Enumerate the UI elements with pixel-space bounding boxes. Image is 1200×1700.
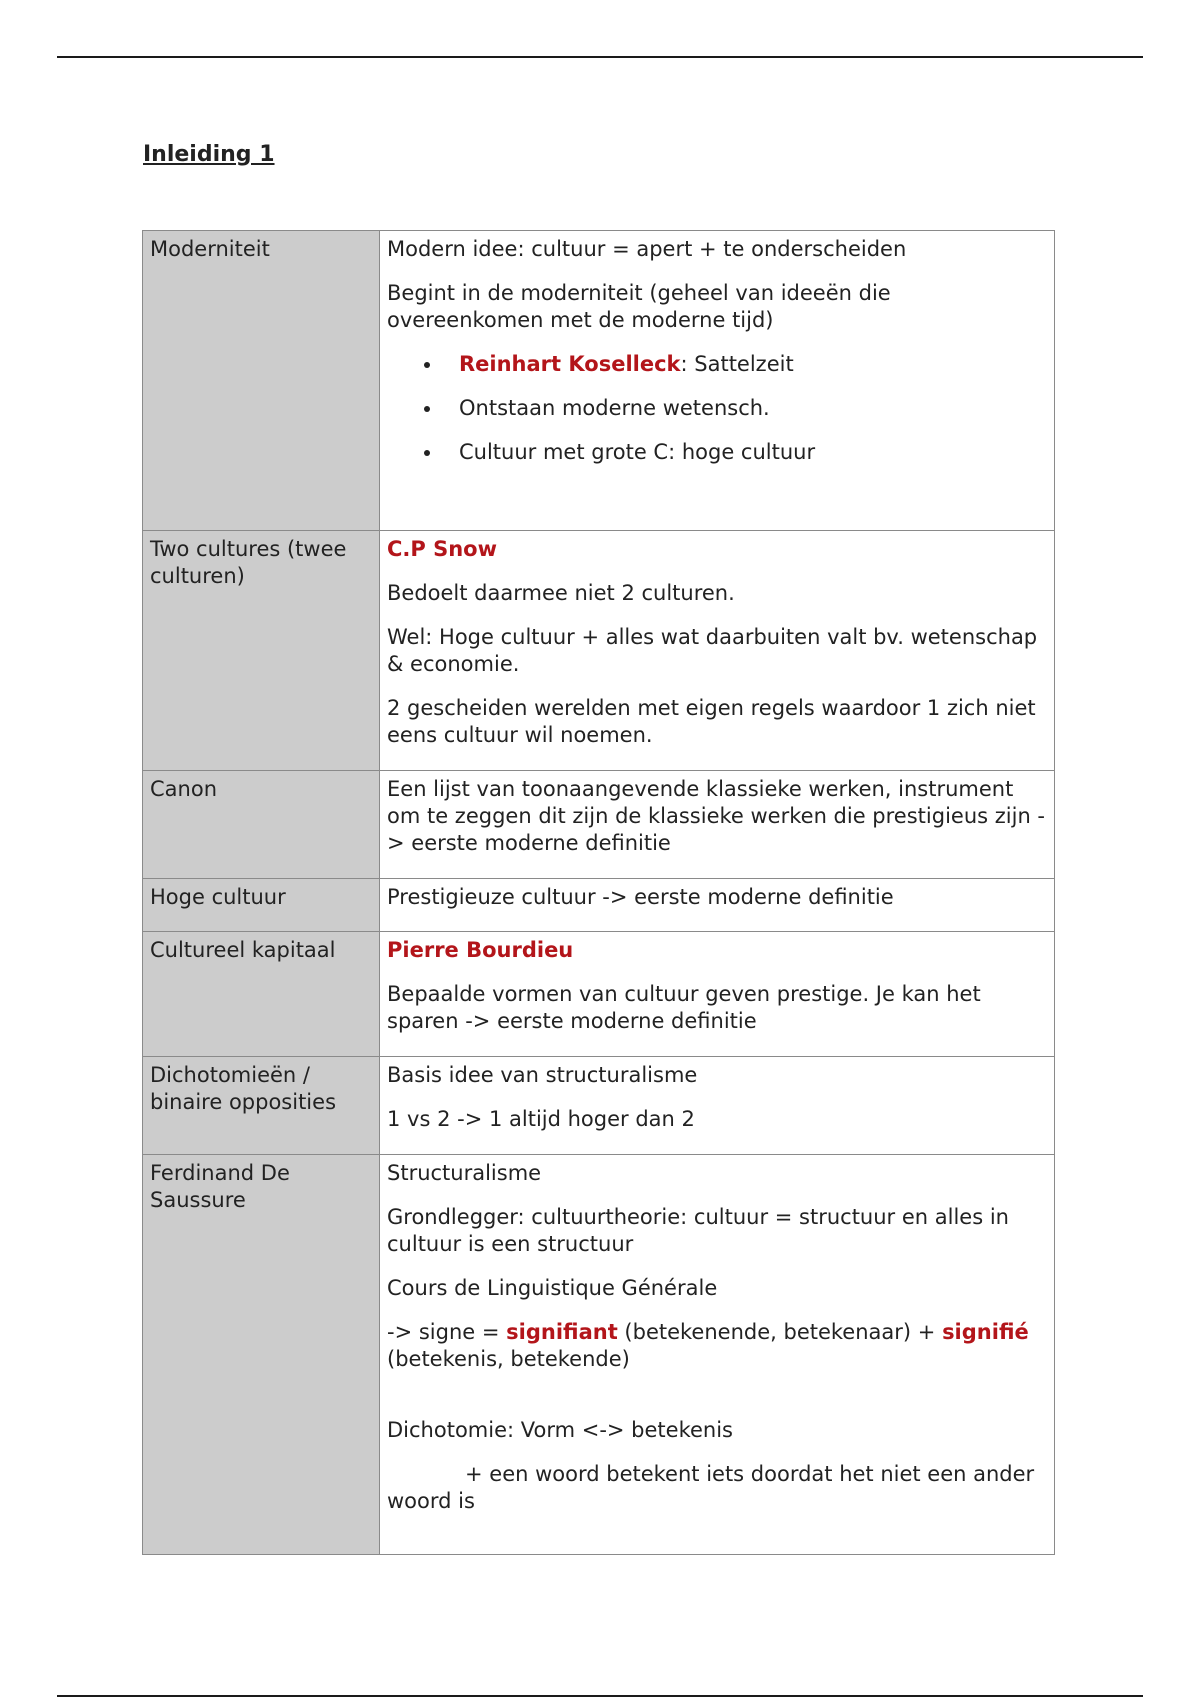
- definition-text: Prestigieuze cultuur -> eerste moderne definitie: [387, 885, 894, 909]
- term-cell: Hoge cultuur: [143, 879, 380, 932]
- list-item-text: : Sattelzeit: [680, 352, 794, 376]
- definition-text: Begint in de moderniteit (geheel van ideeën die overeenkomen met de moderne tijd): [387, 281, 891, 332]
- person-name: Pierre Bourdieu: [387, 938, 574, 962]
- definition-cell: [380, 231, 1055, 531]
- person-name: Reinhart Koselleck: [459, 352, 681, 376]
- definition-text: Cours de Linguistique Générale: [387, 1276, 718, 1300]
- table-row: [143, 1155, 1055, 1555]
- indented-text: + een woord betekent iets doordat het niet een ander woord is: [387, 1462, 1035, 1513]
- signifiant-term: signifiant: [506, 1320, 618, 1344]
- signe-prefix: -> signe =: [387, 1320, 507, 1344]
- definition-text: Wel: Hoge cultuur + alles wat daarbuiten valt bv. wetenschap & economie.: [387, 625, 1038, 676]
- list-item: [459, 395, 1048, 422]
- notes-table: [142, 230, 1055, 1555]
- definition-text: [387, 1461, 1048, 1515]
- definition-text: Bepaalde vormen van cultuur geven prestige. Je kan het sparen -> eerste moderne definitie: [387, 982, 981, 1033]
- definition-text: 1 vs 2 -> 1 altijd hoger dan 2: [387, 1107, 695, 1131]
- definition-text: 2 gescheiden werelden met eigen regels waardoor 1 zich niet eens cultuur wil noemen.: [387, 696, 1036, 747]
- term-cell: Two cultures (twee culturen): [143, 531, 380, 771]
- list-item-text: Cultuur met grote C: hoge cultuur: [459, 440, 816, 464]
- list-item: [459, 351, 1048, 378]
- definition-text: Basis idee van structuralisme: [387, 1063, 698, 1087]
- signe-suffix: (betekenis, betekende): [387, 1347, 630, 1371]
- definition-cell: [380, 1155, 1055, 1555]
- page-heading: Inleiding 1: [143, 142, 275, 167]
- table-row: [143, 231, 1055, 531]
- bullet-list: [387, 351, 1048, 466]
- definition-cell: [380, 932, 1055, 1057]
- table-row: [143, 531, 1055, 771]
- term-cell: Cultureel kapitaal: [143, 932, 380, 1057]
- definition-cell: [380, 1057, 1055, 1155]
- definition-text: Modern idee: cultuur = apert + te onderscheiden: [387, 237, 907, 261]
- definition-text: Een lijst van toonaangevende klassieke werken, instrument om te zeggen dit zijn de klassieke werken die prestigieus zijn -> eerste moderne definitie: [387, 777, 1046, 855]
- definition-cell: [380, 531, 1055, 771]
- term-cell: Ferdinand De Saussure: [143, 1155, 380, 1555]
- term-cell: Dichotomieën / binaire opposities: [143, 1057, 380, 1155]
- person-name: C.P Snow: [387, 537, 497, 561]
- table-row: [143, 771, 1055, 879]
- list-item: [459, 439, 1048, 466]
- table-row: [143, 932, 1055, 1057]
- term-cell: Moderniteit: [143, 231, 380, 531]
- definition-text: Structuralisme: [387, 1161, 542, 1185]
- footer-rule: [57, 1695, 1143, 1697]
- term-cell: Canon: [143, 771, 380, 879]
- signe-definition: [387, 1319, 1048, 1373]
- definition-text: Grondlegger: cultuurtheorie: cultuur = structuur en alles in cultuur is een structuur: [387, 1205, 1009, 1256]
- definition-cell: [380, 771, 1055, 879]
- signifie-term: signifié: [942, 1320, 1029, 1344]
- list-item-text: Ontstaan moderne wetensch.: [459, 396, 770, 420]
- blank-line: [387, 1390, 1048, 1417]
- signe-mid: (betekenende, betekenaar) +: [617, 1320, 943, 1344]
- table-row: [143, 879, 1055, 932]
- header-rule: [57, 56, 1143, 58]
- definition-text: Bedoelt daarmee niet 2 culturen.: [387, 581, 735, 605]
- table-row: [143, 1057, 1055, 1155]
- definition-cell: [380, 879, 1055, 932]
- definition-text: Dichotomie: Vorm <-> betekenis: [387, 1418, 733, 1442]
